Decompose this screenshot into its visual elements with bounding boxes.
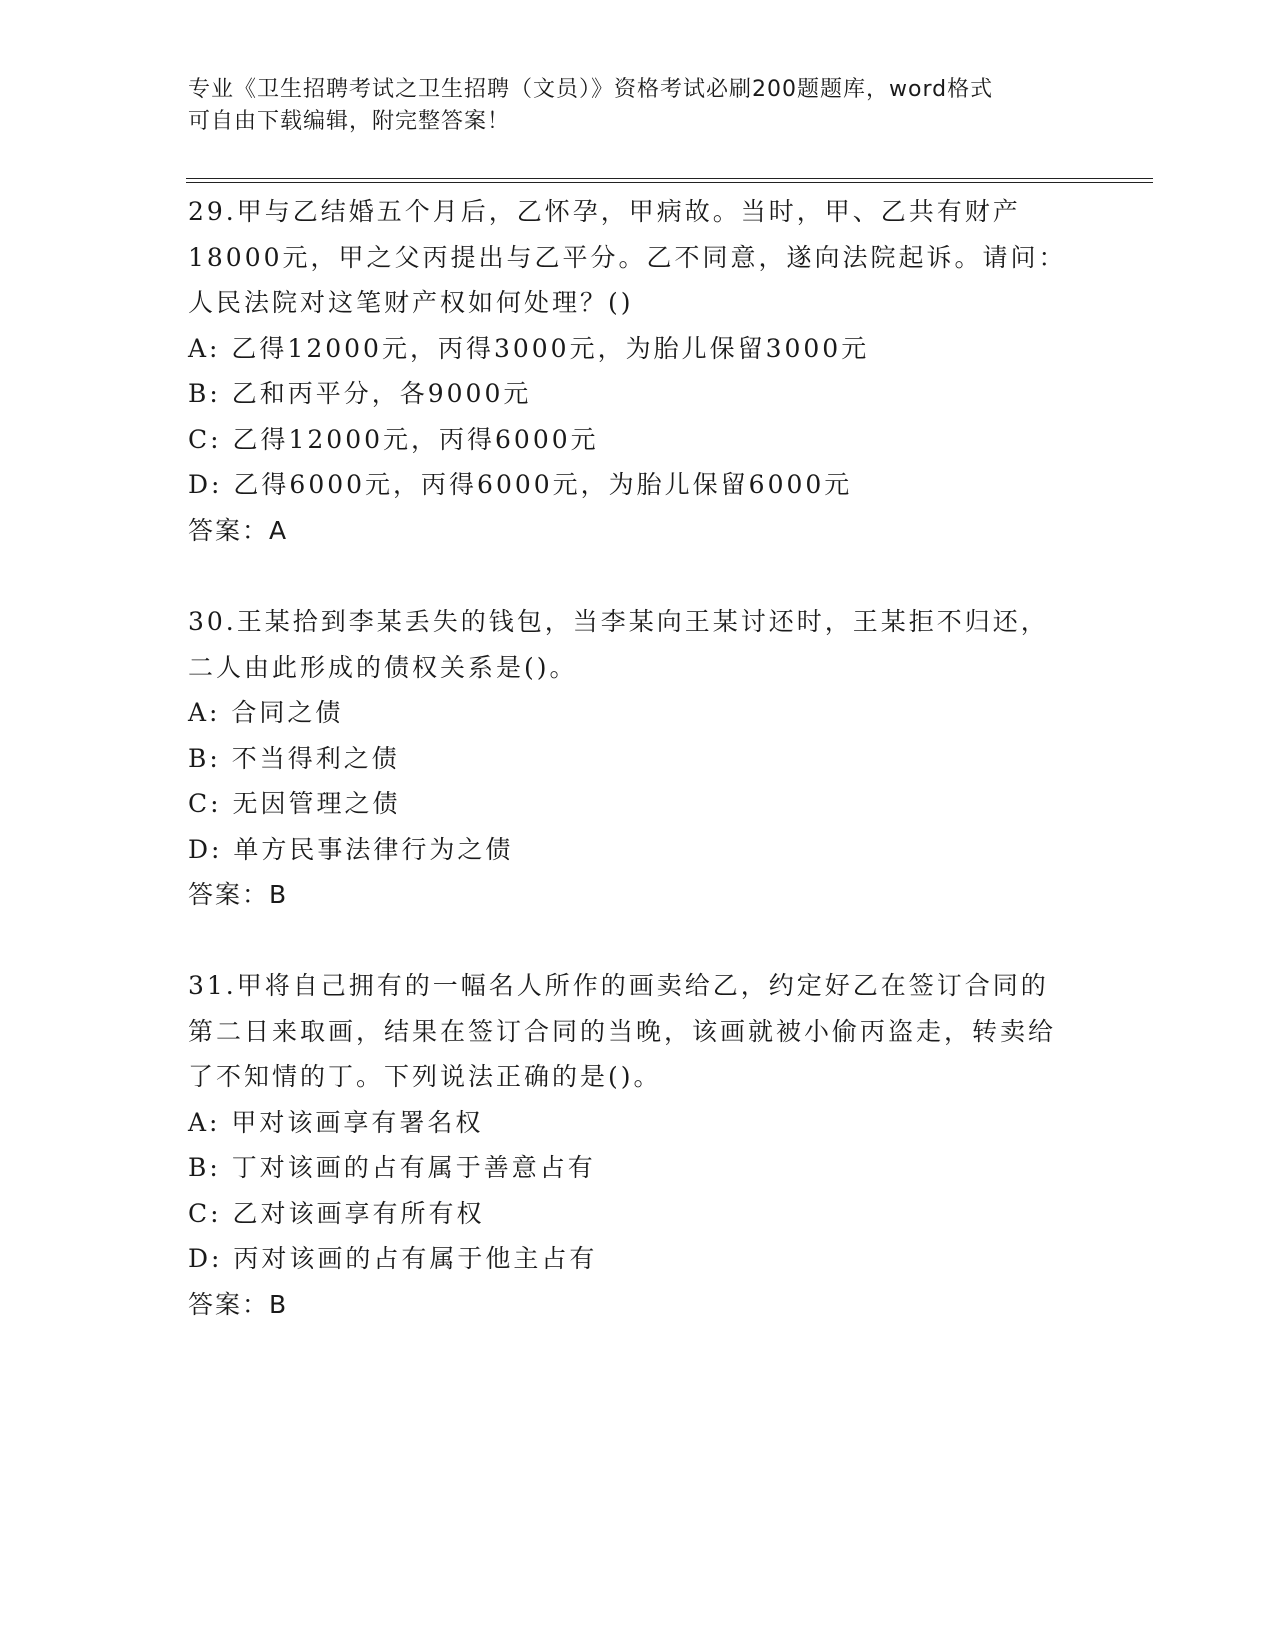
option-d: D: 乙得6000元，丙得6000元，为胎儿保留6000元 xyxy=(188,470,853,499)
answer-label: 答案：B xyxy=(188,1289,289,1319)
answer-label: 答案：A xyxy=(188,515,289,545)
question-stem: 31.甲将自己拥有的一幅名人所作的画卖给乙，约定好乙在签订合同的第二日来取画，结果在签订合同的当晚，该画就被小偷丙盗走，转卖给了不知情的丁。下列说法正确的是()。 xyxy=(188,971,1057,1091)
option-c: C: 乙得12000元，丙得6000元 xyxy=(188,424,599,454)
header-line-1: 专业《卫生招聘考试之卫生招聘（文员）》资格考试必刷200题题库，word格式 xyxy=(188,77,994,102)
question-stem: 29.甲与乙结婚五个月后，乙怀孕，甲病故。当时，甲、乙共有财产18000元，甲之父丙提出与乙平分。乙不同意，遂向法院起诉。请问：人民法院对这笔财产权如何处理？() xyxy=(188,197,1067,317)
header-divider-top xyxy=(186,178,1153,179)
option-a: A: 乙得12000元，丙得3000元，为胎儿保留3000元 xyxy=(188,333,870,363)
option-d: D: 丙对该画的占有属于他主占有 xyxy=(188,1244,598,1273)
option-b: B: 丁对该画的占有属于善意占有 xyxy=(188,1153,596,1182)
option-b: B: 不当得利之债 xyxy=(188,743,400,773)
option-a: A: 合同之债 xyxy=(188,698,344,727)
question-stem: 30.王某拾到李某丢失的钱包，当李某向王某讨还时，王某拒不归还，二人由此形成的债权关系是()。 xyxy=(188,607,1049,682)
option-a: A: 甲对该画享有署名权 xyxy=(188,1107,484,1137)
option-d: D: 单方民事法律行为之债 xyxy=(188,834,514,864)
document-header xyxy=(188,74,1068,138)
option-c: C: 无因管理之债 xyxy=(188,789,401,818)
header-divider-bottom xyxy=(186,182,1153,183)
question-31 xyxy=(188,963,1068,1327)
header-line-2: 可自由下载编辑，附完整答案！ xyxy=(188,109,511,134)
question-29 xyxy=(188,189,1068,553)
option-c: C: 乙对该画享有所有权 xyxy=(188,1198,485,1228)
answer-label: 答案：B xyxy=(188,880,289,909)
question-30 xyxy=(188,599,1068,918)
option-b: B: 乙和丙平分，各9000元 xyxy=(188,379,532,408)
